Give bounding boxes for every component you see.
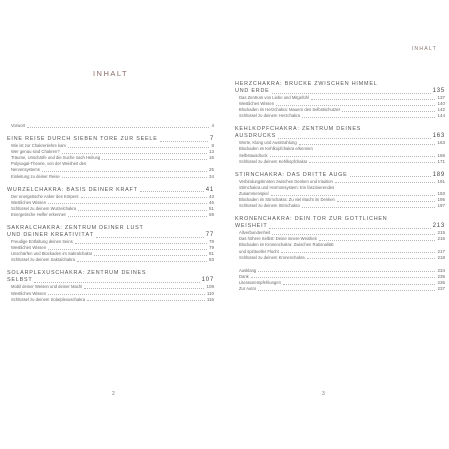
toc-entry-title: Blockaden im Stirnchakra: Zu viel Macht im Denken — [239, 197, 335, 203]
dot-leader — [258, 290, 435, 291]
toc-entry-page: 171 — [437, 158, 445, 164]
toc-entry-page: 79 — [208, 239, 214, 245]
toc-entry[interactable] — [7, 257, 214, 263]
toc-entry-title: Energetische Helfer erkennen — [11, 211, 67, 217]
dot-leader — [337, 201, 436, 202]
dot-leader — [302, 117, 436, 118]
toc-entry-page: 193 — [437, 190, 445, 196]
toc-entry-title: Freudige Entfaltung deines Seins — [11, 239, 73, 245]
dot-leader — [302, 207, 436, 208]
toc-entry-title: Das Zentrum von Liebe und Mitgefühl — [239, 95, 309, 100]
toc-entry-page: 25 — [208, 167, 214, 173]
toc-entry[interactable] — [235, 113, 445, 119]
toc-chapter-heading[interactable] — [7, 187, 214, 194]
right-toc — [235, 81, 445, 292]
toc-entry-title: Wie ist zur Chakrenlehre kam — [11, 143, 66, 149]
dot-leader — [281, 252, 436, 253]
toc-entry-title: Verbindungsknoten zwischen Denken und Intuition — [239, 178, 333, 184]
dot-leader — [68, 216, 207, 217]
toc-entry-page: 4 — [211, 123, 214, 128]
toc-chapter-heading[interactable] — [7, 232, 214, 239]
page-number-left: 2 — [112, 391, 115, 397]
dot-leader — [77, 261, 207, 262]
toc-entry[interactable] — [7, 123, 214, 129]
dot-leader — [272, 234, 435, 235]
toc-entry-page: 77 — [205, 232, 214, 239]
toc-chapter-heading[interactable] — [235, 223, 445, 230]
toc-chapter-heading[interactable] — [235, 126, 445, 133]
toc-section — [7, 136, 214, 180]
dot-leader — [307, 258, 436, 259]
dot-leader — [272, 93, 431, 94]
toc-entry[interactable] — [7, 174, 214, 180]
toc-section — [7, 187, 214, 218]
toc-chapter-heading[interactable] — [7, 136, 214, 143]
dot-leader — [94, 255, 207, 256]
toc-title: INHALT — [92, 69, 129, 78]
dot-leader — [78, 210, 207, 211]
toc-entry-page: 189 — [432, 171, 445, 178]
dot-leader — [299, 144, 436, 145]
toc-entry[interactable] — [7, 212, 214, 218]
dot-leader — [309, 162, 435, 163]
toc-entry-page: 218 — [437, 254, 445, 260]
toc-entry-title: Literaturempfehlungen — [239, 279, 281, 285]
dot-leader — [271, 195, 436, 196]
dot-leader — [258, 271, 435, 272]
toc-entry-page: 7 — [209, 136, 214, 143]
toc-entry-page: 116 — [206, 296, 214, 302]
dot-leader — [81, 197, 207, 198]
dot-leader — [62, 177, 207, 178]
toc-entry-page: 110 — [206, 290, 214, 296]
toc-entry-title: Unschärfen und Blockaden im Sakralchakra — [11, 251, 93, 257]
toc-entry-page: 59 — [208, 211, 214, 217]
toc-entry-page: 191 — [437, 178, 445, 184]
toc-entry[interactable] — [235, 286, 445, 292]
toc-entry-title: KRONENCHAKRA: DEIN TOR ZUR GÖTTLICHEN — [235, 216, 388, 223]
dot-leader — [34, 282, 199, 283]
toc-entry-title: Blockaden im Kehlkopfchakra erkennen — [239, 146, 313, 152]
toc-entry-page: 163 — [437, 140, 445, 146]
toc-entry-page: 217 — [437, 248, 445, 254]
toc-entry-title: Blockaden im Kronenchakra: Zwischen Rationalität — [239, 242, 334, 248]
dot-leader — [84, 288, 204, 289]
toc-entry-page: 142 — [437, 107, 445, 113]
dot-leader — [319, 240, 436, 241]
toc-entry-page: 8 — [211, 143, 214, 149]
dot-leader — [269, 228, 430, 229]
toc-chapter-heading[interactable] — [235, 133, 445, 140]
toc-entry-title: und spiritueller Flucht — [239, 248, 279, 254]
toc-entry-page: 43 — [208, 193, 214, 199]
left-toc — [7, 123, 214, 303]
toc-entry-page: 13 — [208, 149, 214, 155]
toc-entry-title: Stirnchakra und Hormonsystem: Ein faszinierendes — [239, 184, 335, 190]
toc-entry-title: Träume, Unschärfe und die Suche nach Heilung — [11, 155, 101, 161]
toc-chapter-heading[interactable] — [7, 270, 214, 277]
toc-section — [7, 225, 214, 263]
toc-entry-title: Ausklang — [239, 267, 257, 273]
toc-entry-title: Wer genau sind Chakren? — [11, 149, 60, 155]
toc-chapter-heading[interactable] — [235, 172, 445, 179]
dot-leader — [278, 138, 431, 139]
running-head: INHALT — [411, 46, 437, 52]
toc-entry-title: EINE REISE DURCH SIEBEN TORE ZUR SEELE — [7, 136, 158, 143]
toc-entry-title: Westliches Wissen — [11, 290, 47, 296]
dot-leader — [87, 300, 205, 301]
toc-entry-title: UND ERDE — [235, 88, 270, 94]
dot-leader — [251, 277, 436, 278]
toc-section — [7, 123, 214, 129]
toc-entry-title: Westliches Wissen — [11, 245, 47, 251]
dot-leader — [311, 99, 436, 100]
toc-entry-title: Selbstausdruck — [239, 152, 268, 158]
toc-entry-page: 109 — [206, 284, 214, 290]
toc-entry-title: Westliches Wissen — [239, 101, 275, 107]
dot-leader — [140, 191, 204, 192]
dot-leader — [27, 127, 209, 128]
dot-leader — [42, 171, 207, 172]
toc-entry-title: Zur Autor — [239, 285, 257, 291]
dot-leader — [335, 182, 436, 183]
toc-entry-title: Dank — [239, 273, 249, 279]
toc-entry[interactable] — [235, 159, 445, 165]
toc-entry-title: Zusammenspiel — [239, 190, 269, 196]
toc-entry-page: 236 — [437, 279, 445, 285]
dot-leader — [342, 111, 435, 112]
toc-entry-page: 79 — [208, 245, 214, 251]
toc-chapter-heading[interactable] — [7, 277, 214, 284]
toc-entry-title: Westliches Wissen — [11, 199, 47, 205]
toc-entry-page: 107 — [201, 277, 214, 284]
toc-entry-title: Nervensystems — [11, 167, 40, 173]
toc-entry-title: Einleitung zu deiner Reise — [11, 173, 60, 179]
toc-entry-title: Blockaden im Herzchakra: Mauern des Selbstschutzes — [239, 107, 341, 113]
toc-entry-page: 83 — [208, 257, 214, 263]
toc-entry-title: Schlüssel zu deinem Wurzelchakra — [11, 205, 77, 211]
toc-entry-page: 216 — [437, 236, 445, 242]
toc-section — [235, 172, 445, 209]
toc-entry-page: 168 — [437, 152, 445, 158]
toc-entry-title: UND DEINER KREATIVITÄT — [7, 232, 94, 239]
toc-entry[interactable] — [7, 297, 214, 303]
dot-leader — [48, 203, 207, 204]
toc-entry-page: 46 — [208, 199, 214, 205]
dot-leader — [276, 105, 435, 106]
toc-entry-page: 16 — [208, 155, 214, 161]
dot-leader — [102, 159, 207, 160]
toc-section — [7, 270, 214, 302]
page-number-right: 3 — [322, 391, 325, 397]
dot-leader — [75, 243, 207, 244]
dot-leader — [62, 153, 207, 154]
toc-entry-title: Schlüssel zu deinem Kehlkopfchakra — [239, 158, 308, 164]
toc-entry-title: Vorwort — [11, 123, 26, 128]
toc-entry-title: Polyvagal-Theorie, von der Weisheit des — [11, 161, 87, 167]
toc-entry-title: Das höhere Selbst: Deine innere Weisheit — [239, 236, 317, 242]
toc-entry-page: 237 — [437, 285, 445, 291]
toc-entry-title: STIRNCHAKRA: DAS DRITTE AUGE — [235, 171, 348, 178]
dot-leader — [270, 156, 436, 157]
toc-entry-page: 81 — [208, 251, 214, 257]
dot-leader — [350, 176, 431, 177]
toc-entry-page: 213 — [432, 223, 445, 230]
left-page — [0, 0, 224, 449]
toc-entry-page: 197 — [437, 203, 445, 209]
toc-entry-title: Mobil deiner Weisen und deiner Macht — [11, 284, 83, 290]
toc-entry-title: Schlüssel zu deinem Herzchakra — [239, 113, 300, 119]
dot-leader — [96, 237, 204, 238]
toc-entry-page: 215 — [437, 230, 445, 236]
toc-chapter-heading[interactable] — [7, 225, 214, 232]
toc-entry-title: SOLARPLEXUSCHAKRA: ZENTRUM DEINES — [7, 270, 147, 277]
toc-section — [235, 268, 445, 292]
toc-entry[interactable] — [235, 203, 445, 209]
toc-chapter-heading[interactable] — [235, 81, 445, 88]
toc-entry[interactable] — [235, 255, 445, 261]
toc-entry-page: 137 — [437, 95, 445, 100]
toc-chapter-heading[interactable] — [235, 88, 445, 95]
toc-section — [235, 216, 445, 260]
toc-entry-page: 51 — [208, 205, 214, 211]
dot-leader — [283, 284, 436, 285]
dot-leader — [48, 294, 205, 295]
toc-entry-page: 235 — [437, 273, 445, 279]
toc-entry-title: AUSDRUCKS — [235, 133, 277, 140]
toc-entry-title: HERZCHAKRA: BRÜCKE ZWISCHEN HIMMEL — [235, 81, 378, 87]
toc-entry-page: 234 — [437, 267, 445, 273]
dot-leader — [68, 147, 210, 148]
toc-chapter-heading[interactable] — [235, 216, 445, 223]
toc-entry-title: Allverbundenheit — [239, 230, 271, 236]
toc-entry-page: 163 — [432, 133, 445, 140]
toc-entry-title: Worte, Klang und Ausstrahlung — [239, 140, 297, 146]
toc-entry-title: SAKRALCHAKRA: ZENTRUM DEINER LUST — [7, 225, 144, 232]
right-page — [225, 0, 449, 449]
toc-entry-title: WEISHEIT — [235, 223, 268, 230]
toc-entry-title: KEHLKOPFCHAKRA: ZENTRUM DEINES — [235, 126, 362, 133]
toc-entry-title: Schlüssel zu deinem Kronenchakra — [239, 254, 305, 260]
toc-entry-title: SELBST — [7, 277, 33, 284]
toc-entry-page: 135 — [432, 88, 445, 94]
toc-entry-page: 41 — [205, 186, 214, 193]
toc-entry-page: 144 — [437, 113, 445, 119]
toc-entry-title: Schlüssel zu deinem Solarplexuschakra — [11, 296, 86, 302]
toc-entry-page: 140 — [437, 101, 445, 107]
toc-section — [235, 126, 445, 164]
toc-entry-title: Schlüssel zu deinem Sakralchakra — [11, 257, 76, 263]
toc-section — [235, 81, 445, 119]
toc-entry-title: WURZELCHAKRA: BASIS DEINER KRAFT — [7, 186, 138, 193]
toc-entry-page: 195 — [437, 197, 445, 203]
toc-entry-title: Der energetische Anker des Körpers — [11, 193, 79, 199]
dot-leader — [160, 141, 208, 142]
toc-entry-title: Schlüssel zu deinem Stirnchakra — [239, 203, 300, 209]
toc-entry-page: 34 — [208, 173, 214, 179]
dot-leader — [48, 249, 207, 250]
